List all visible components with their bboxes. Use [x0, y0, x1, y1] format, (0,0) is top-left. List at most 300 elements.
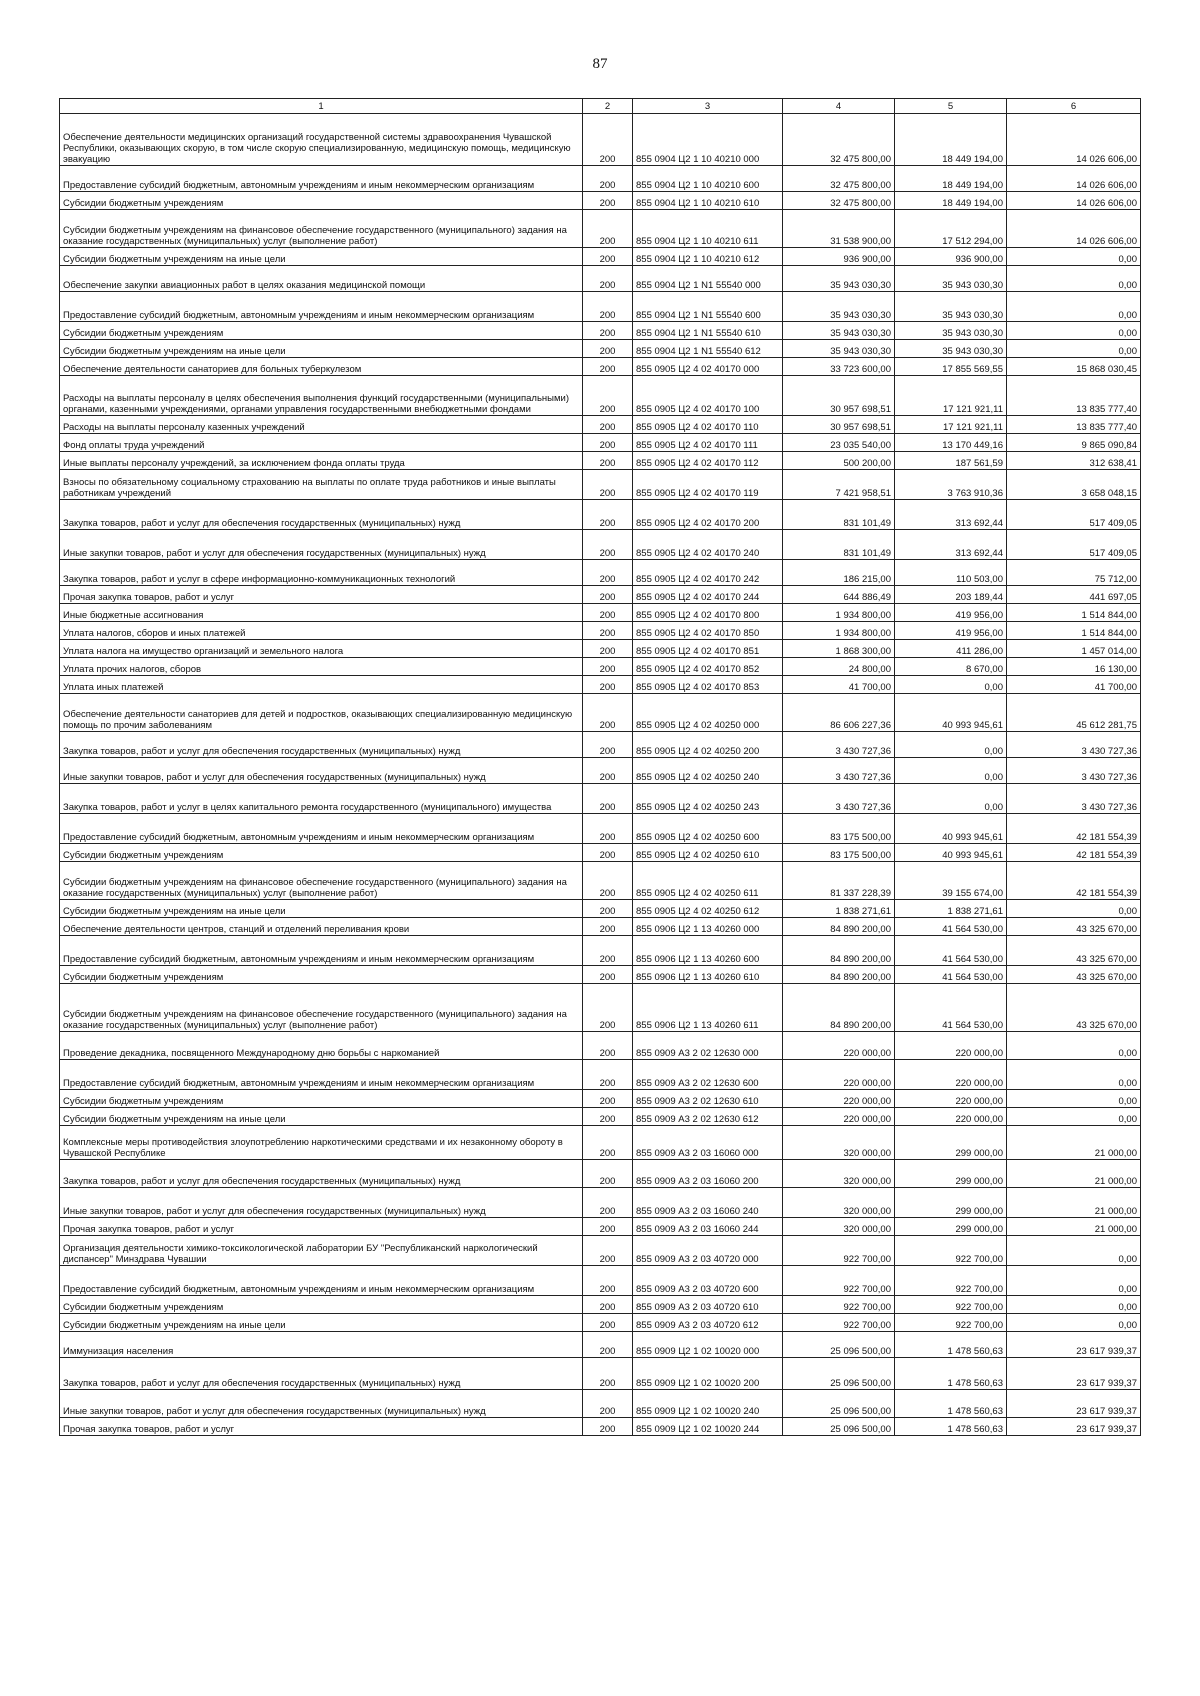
row-budget-classification: 855 0904 Ц2 1 10 40210 000: [633, 114, 783, 166]
row-amount-col5: 419 956,00: [895, 604, 1007, 622]
row-budget-classification: 855 0909 А3 2 02 12630 610: [633, 1090, 783, 1108]
row-amount-col6: 23 617 939,37: [1007, 1390, 1141, 1418]
row-description: Обеспечение деятельности медицинских организаций государственной системы здравоохранения Чувашской Республики, оказывающих скорую, в том числе скорую специализированную, медицинскую помощь, медицинскую эвакуацию: [60, 114, 583, 166]
row-amount-col5: 922 700,00: [895, 1236, 1007, 1266]
row-budget-classification: 855 0904 Ц2 1 N1 55540 610: [633, 322, 783, 340]
row-description: Расходы на выплаты персоналу в целях обеспечения выполнения функций государственными (муниципальными) органами, казенными учреждениями, органами управления государственными внебюджетными фондами: [60, 376, 583, 416]
row-description: Субсидии бюджетным учреждениям на иные цели: [60, 900, 583, 918]
row-budget-classification: 855 0909 Ц2 1 02 10020 244: [633, 1418, 783, 1436]
row-code: 200: [583, 732, 633, 758]
row-amount-col4: 220 000,00: [783, 1108, 895, 1126]
column-number: 1: [60, 99, 583, 114]
row-amount-col6: 16 130,00: [1007, 658, 1141, 676]
table-row: [60, 604, 1141, 622]
row-amount-col5: 313 692,44: [895, 500, 1007, 530]
row-description: Организация деятельности химико-токсикологической лаборатории БУ "Республиканский наркологический диспансер" Минздрава Чувашии: [60, 1236, 583, 1266]
row-code: 200: [583, 694, 633, 732]
row-amount-col6: 43 325 670,00: [1007, 984, 1141, 1032]
row-amount-col6: 14 026 606,00: [1007, 192, 1141, 210]
row-amount-col5: 35 943 030,30: [895, 266, 1007, 292]
row-description: Предоставление субсидий бюджетным, автономным учреждениям и иным некоммерческим организациям: [60, 1060, 583, 1090]
row-budget-classification: 855 0905 Ц2 4 02 40250 000: [633, 694, 783, 732]
row-amount-col4: 32 475 800,00: [783, 192, 895, 210]
row-budget-classification: 855 0909 Ц2 1 02 10020 000: [633, 1332, 783, 1358]
row-amount-col4: 23 035 540,00: [783, 434, 895, 452]
row-code: 200: [583, 844, 633, 862]
row-amount-col4: 31 538 900,00: [783, 210, 895, 248]
table-row: [60, 640, 1141, 658]
row-code: 200: [583, 1218, 633, 1236]
row-amount-col5: 35 943 030,30: [895, 340, 1007, 358]
row-amount-col6: 0,00: [1007, 292, 1141, 322]
row-description: Иные выплаты персоналу учреждений, за исключением фонда оплаты труда: [60, 452, 583, 470]
row-code: 200: [583, 1060, 633, 1090]
row-amount-col6: 3 430 727,36: [1007, 758, 1141, 784]
row-description: Закупка товаров, работ и услуг в целях капитального ремонта государственного (муниципального) имущества: [60, 784, 583, 814]
table-row: [60, 814, 1141, 844]
table-row: [60, 340, 1141, 358]
row-code: 200: [583, 1188, 633, 1218]
row-amount-col5: 299 000,00: [895, 1218, 1007, 1236]
row-code: 200: [583, 984, 633, 1032]
row-amount-col6: 0,00: [1007, 1032, 1141, 1060]
table-row: [60, 936, 1141, 966]
row-description: Субсидии бюджетным учреждениям на финансовое обеспечение государственного (муниципального) задания на оказание государственных (муниципальных) услуг (выполнение работ): [60, 984, 583, 1032]
row-amount-col6: 14 026 606,00: [1007, 210, 1141, 248]
table-row: [60, 530, 1141, 560]
row-amount-col6: 517 409,05: [1007, 500, 1141, 530]
row-amount-col6: 0,00: [1007, 1314, 1141, 1332]
row-amount-col5: 313 692,44: [895, 530, 1007, 560]
row-amount-col4: 922 700,00: [783, 1236, 895, 1266]
row-budget-classification: 855 0904 Ц2 1 10 40210 610: [633, 192, 783, 210]
row-code: 200: [583, 758, 633, 784]
row-budget-classification: 855 0905 Ц2 4 02 40250 600: [633, 814, 783, 844]
table-row: [60, 784, 1141, 814]
row-description: Предоставление субсидий бюджетным, автономным учреждениям и иным некоммерческим организациям: [60, 292, 583, 322]
row-amount-col5: 1 478 560,63: [895, 1418, 1007, 1436]
table-row: [60, 1296, 1141, 1314]
row-budget-classification: 855 0904 Ц2 1 N1 55540 000: [633, 266, 783, 292]
row-budget-classification: 855 0904 Ц2 1 10 40210 600: [633, 166, 783, 192]
row-description: Субсидии бюджетным учреждениям на иные цели: [60, 340, 583, 358]
row-amount-col4: 220 000,00: [783, 1090, 895, 1108]
row-amount-col4: 86 606 227,36: [783, 694, 895, 732]
row-amount-col6: 9 865 090,84: [1007, 434, 1141, 452]
table-row: [60, 1218, 1141, 1236]
row-budget-classification: 855 0905 Ц2 4 02 40250 611: [633, 862, 783, 900]
row-amount-col5: 40 993 945,61: [895, 694, 1007, 732]
table-row: [60, 900, 1141, 918]
row-budget-classification: 855 0905 Ц2 4 02 40250 612: [633, 900, 783, 918]
table-row: [60, 966, 1141, 984]
row-amount-col5: 35 943 030,30: [895, 322, 1007, 340]
row-description: Прочая закупка товаров, работ и услуг: [60, 1418, 583, 1436]
row-amount-col4: 32 475 800,00: [783, 166, 895, 192]
row-amount-col5: 39 155 674,00: [895, 862, 1007, 900]
row-amount-col5: 40 993 945,61: [895, 814, 1007, 844]
table-row: [60, 210, 1141, 248]
row-amount-col6: 75 712,00: [1007, 560, 1141, 586]
row-code: 200: [583, 966, 633, 984]
row-amount-col6: 42 181 554,39: [1007, 814, 1141, 844]
row-amount-col5: 1 478 560,63: [895, 1358, 1007, 1390]
table-row: [60, 1418, 1141, 1436]
row-description: Закупка товаров, работ и услуг в сфере информационно-коммуникационных технологий: [60, 560, 583, 586]
row-budget-classification: 855 0909 А3 2 02 12630 600: [633, 1060, 783, 1090]
row-description: Субсидии бюджетным учреждениям: [60, 192, 583, 210]
column-number: 2: [583, 99, 633, 114]
row-description: Закупка товаров, работ и услуг для обеспечения государственных (муниципальных) нужд: [60, 1358, 583, 1390]
row-description: Взносы по обязательному социальному страхованию на выплаты по оплате труда работников и иные выплаты работникам учреждений: [60, 470, 583, 500]
row-amount-col4: 84 890 200,00: [783, 918, 895, 936]
row-amount-col5: 922 700,00: [895, 1266, 1007, 1296]
row-amount-col4: 220 000,00: [783, 1032, 895, 1060]
row-code: 200: [583, 1296, 633, 1314]
row-amount-col4: 35 943 030,30: [783, 292, 895, 322]
row-amount-col5: 8 670,00: [895, 658, 1007, 676]
row-budget-classification: 855 0909 А3 2 03 16060 200: [633, 1160, 783, 1188]
row-amount-col6: 0,00: [1007, 340, 1141, 358]
row-code: 200: [583, 434, 633, 452]
row-code: 200: [583, 1418, 633, 1436]
row-amount-col4: 644 886,49: [783, 586, 895, 604]
table-row: [60, 758, 1141, 784]
row-description: Субсидии бюджетным учреждениям на иные цели: [60, 1108, 583, 1126]
row-code: 200: [583, 604, 633, 622]
row-budget-classification: 855 0905 Ц2 4 02 40170 850: [633, 622, 783, 640]
row-amount-col5: 18 449 194,00: [895, 114, 1007, 166]
row-amount-col5: 220 000,00: [895, 1060, 1007, 1090]
row-budget-classification: 855 0904 Ц2 1 N1 55540 600: [633, 292, 783, 322]
row-budget-classification: 855 0904 Ц2 1 N1 55540 612: [633, 340, 783, 358]
row-budget-classification: 855 0909 А3 2 03 16060 000: [633, 1126, 783, 1160]
table-row: [60, 1358, 1141, 1390]
row-amount-col6: 0,00: [1007, 1236, 1141, 1266]
row-amount-col6: 45 612 281,75: [1007, 694, 1141, 732]
table-row: [60, 560, 1141, 586]
row-amount-col6: 0,00: [1007, 1060, 1141, 1090]
row-budget-classification: 855 0909 А3 2 02 12630 000: [633, 1032, 783, 1060]
row-amount-col5: 18 449 194,00: [895, 192, 1007, 210]
row-description: Предоставление субсидий бюджетным, автономным учреждениям и иным некоммерческим организациям: [60, 814, 583, 844]
row-amount-col5: 922 700,00: [895, 1314, 1007, 1332]
row-budget-classification: 855 0909 А3 2 03 40720 000: [633, 1236, 783, 1266]
row-code: 200: [583, 530, 633, 560]
row-amount-col4: 25 096 500,00: [783, 1418, 895, 1436]
row-budget-classification: 855 0905 Ц2 4 02 40170 110: [633, 416, 783, 434]
row-code: 200: [583, 358, 633, 376]
row-amount-col5: 0,00: [895, 732, 1007, 758]
table-body: [60, 114, 1141, 1436]
row-code: 200: [583, 248, 633, 266]
table-row: [60, 416, 1141, 434]
row-amount-col4: 35 943 030,30: [783, 266, 895, 292]
row-amount-col6: 21 000,00: [1007, 1188, 1141, 1218]
row-amount-col6: 0,00: [1007, 1266, 1141, 1296]
row-code: 200: [583, 814, 633, 844]
row-amount-col4: 1 934 800,00: [783, 622, 895, 640]
row-amount-col5: 0,00: [895, 784, 1007, 814]
row-description: Иммунизация населения: [60, 1332, 583, 1358]
row-code: 200: [583, 1314, 633, 1332]
row-code: 200: [583, 322, 633, 340]
row-amount-col4: 1 838 271,61: [783, 900, 895, 918]
row-description: Закупка товаров, работ и услуг для обеспечения государственных (муниципальных) нужд: [60, 500, 583, 530]
row-amount-col5: 3 763 910,36: [895, 470, 1007, 500]
row-code: 200: [583, 340, 633, 358]
row-amount-col6: 3 430 727,36: [1007, 732, 1141, 758]
row-amount-col4: 83 175 500,00: [783, 814, 895, 844]
row-amount-col5: 299 000,00: [895, 1188, 1007, 1218]
row-description: Закупка товаров, работ и услуг для обеспечения государственных (муниципальных) нужд: [60, 732, 583, 758]
row-description: Иные закупки товаров, работ и услуг для обеспечения государственных (муниципальных) нужд: [60, 530, 583, 560]
row-amount-col6: 21 000,00: [1007, 1218, 1141, 1236]
row-code: 200: [583, 166, 633, 192]
row-amount-col4: 1 868 300,00: [783, 640, 895, 658]
row-amount-col4: 83 175 500,00: [783, 844, 895, 862]
row-amount-col4: 320 000,00: [783, 1126, 895, 1160]
row-amount-col5: 110 503,00: [895, 560, 1007, 586]
row-budget-classification: 855 0904 Ц2 1 10 40210 611: [633, 210, 783, 248]
row-description: Иные закупки товаров, работ и услуг для обеспечения государственных (муниципальных) нужд: [60, 1390, 583, 1418]
row-budget-classification: 855 0905 Ц2 4 02 40170 800: [633, 604, 783, 622]
table-row: [60, 1060, 1141, 1090]
row-budget-classification: 855 0905 Ц2 4 02 40250 200: [633, 732, 783, 758]
row-amount-col5: 13 170 449,16: [895, 434, 1007, 452]
row-amount-col5: 35 943 030,30: [895, 292, 1007, 322]
table-row: [60, 1266, 1141, 1296]
row-budget-classification: 855 0909 Ц2 1 02 10020 240: [633, 1390, 783, 1418]
row-amount-col5: 1 478 560,63: [895, 1390, 1007, 1418]
row-amount-col4: 7 421 958,51: [783, 470, 895, 500]
row-description: Предоставление субсидий бюджетным, автономным учреждениям и иным некоммерческим организациям: [60, 1266, 583, 1296]
table-row: [60, 622, 1141, 640]
row-code: 200: [583, 640, 633, 658]
row-description: Субсидии бюджетным учреждениям на иные цели: [60, 248, 583, 266]
row-amount-col4: 3 430 727,36: [783, 758, 895, 784]
row-description: Субсидии бюджетным учреждениям: [60, 1090, 583, 1108]
row-amount-col5: 936 900,00: [895, 248, 1007, 266]
row-amount-col4: 936 900,00: [783, 248, 895, 266]
row-budget-classification: 855 0909 А3 2 03 40720 610: [633, 1296, 783, 1314]
table-row: [60, 844, 1141, 862]
table-row: [60, 1126, 1141, 1160]
row-description: Предоставление субсидий бюджетным, автономным учреждениям и иным некоммерческим организациям: [60, 166, 583, 192]
row-amount-col4: 500 200,00: [783, 452, 895, 470]
row-budget-classification: 855 0905 Ц2 4 02 40170 111: [633, 434, 783, 452]
row-amount-col4: 922 700,00: [783, 1296, 895, 1314]
row-amount-col6: 0,00: [1007, 1108, 1141, 1126]
table-row: [60, 1090, 1141, 1108]
row-amount-col6: 42 181 554,39: [1007, 862, 1141, 900]
row-amount-col4: 25 096 500,00: [783, 1332, 895, 1358]
row-description: Уплата иных платежей: [60, 676, 583, 694]
row-code: 200: [583, 1358, 633, 1390]
column-number-row: [60, 99, 1141, 114]
row-amount-col4: 35 943 030,30: [783, 322, 895, 340]
column-number: 5: [895, 99, 1007, 114]
page-number: 87: [592, 56, 608, 72]
row-code: 200: [583, 586, 633, 604]
row-code: 200: [583, 784, 633, 814]
table-row: [60, 694, 1141, 732]
row-amount-col6: 41 700,00: [1007, 676, 1141, 694]
row-amount-col6: 3 430 727,36: [1007, 784, 1141, 814]
table-row: [60, 470, 1141, 500]
budget-table: [59, 98, 1141, 1436]
table-row: [60, 376, 1141, 416]
row-description: Обеспечение деятельности санаториев для больных туберкулезом: [60, 358, 583, 376]
row-amount-col5: 41 564 530,00: [895, 936, 1007, 966]
row-description: Уплата налогов, сборов и иных платежей: [60, 622, 583, 640]
row-code: 200: [583, 452, 633, 470]
row-amount-col4: 24 800,00: [783, 658, 895, 676]
row-amount-col6: 13 835 777,40: [1007, 376, 1141, 416]
row-code: 200: [583, 676, 633, 694]
row-budget-classification: 855 0906 Ц2 1 13 40260 610: [633, 966, 783, 984]
row-amount-col6: 43 325 670,00: [1007, 966, 1141, 984]
row-description: Обеспечение деятельности центров, станций и отделений переливания крови: [60, 918, 583, 936]
row-amount-col6: 517 409,05: [1007, 530, 1141, 560]
row-amount-col4: 3 430 727,36: [783, 784, 895, 814]
table-row: [60, 658, 1141, 676]
row-description: Фонд оплаты труда учреждений: [60, 434, 583, 452]
row-amount-col4: 320 000,00: [783, 1188, 895, 1218]
row-budget-classification: 855 0909 А3 2 02 12630 612: [633, 1108, 783, 1126]
row-budget-classification: 855 0905 Ц2 4 02 40170 851: [633, 640, 783, 658]
row-description: Субсидии бюджетным учреждениям: [60, 1296, 583, 1314]
row-code: 200: [583, 1332, 633, 1358]
row-budget-classification: 855 0909 А3 2 03 40720 612: [633, 1314, 783, 1332]
table-row: [60, 676, 1141, 694]
row-amount-col4: 3 430 727,36: [783, 732, 895, 758]
row-amount-col6: 1 457 014,00: [1007, 640, 1141, 658]
row-amount-col6: 23 617 939,37: [1007, 1358, 1141, 1390]
row-amount-col6: 0,00: [1007, 248, 1141, 266]
row-amount-col5: 41 564 530,00: [895, 984, 1007, 1032]
row-budget-classification: 855 0905 Ц2 4 02 40170 852: [633, 658, 783, 676]
row-amount-col5: 203 189,44: [895, 586, 1007, 604]
row-amount-col5: 0,00: [895, 676, 1007, 694]
column-number: 6: [1007, 99, 1141, 114]
table-row: [60, 166, 1141, 192]
row-budget-classification: 855 0906 Ц2 1 13 40260 000: [633, 918, 783, 936]
row-amount-col5: 220 000,00: [895, 1032, 1007, 1060]
row-amount-col6: 21 000,00: [1007, 1126, 1141, 1160]
row-description: Комплексные меры противодействия злоупотреблению наркотическими средствами и их незаконному обороту в Чувашской Республике: [60, 1126, 583, 1160]
row-code: 200: [583, 376, 633, 416]
table-row: [60, 192, 1141, 210]
row-amount-col4: 1 934 800,00: [783, 604, 895, 622]
table-row: [60, 732, 1141, 758]
column-number: 4: [783, 99, 895, 114]
table-row: [60, 1390, 1141, 1418]
table-row: [60, 266, 1141, 292]
row-budget-classification: 855 0905 Ц2 4 02 40170 200: [633, 500, 783, 530]
row-amount-col5: 0,00: [895, 758, 1007, 784]
row-description: Субсидии бюджетным учреждениям: [60, 844, 583, 862]
row-amount-col4: 831 101,49: [783, 500, 895, 530]
row-budget-classification: 855 0905 Ц2 4 02 40170 240: [633, 530, 783, 560]
row-amount-col6: 23 617 939,37: [1007, 1332, 1141, 1358]
row-code: 200: [583, 1390, 633, 1418]
row-amount-col4: 831 101,49: [783, 530, 895, 560]
row-amount-col5: 17 121 921,11: [895, 376, 1007, 416]
row-code: 200: [583, 560, 633, 586]
row-amount-col5: 18 449 194,00: [895, 166, 1007, 192]
row-budget-classification: 855 0905 Ц2 4 02 40170 244: [633, 586, 783, 604]
row-budget-classification: 855 0904 Ц2 1 10 40210 612: [633, 248, 783, 266]
table-row: [60, 292, 1141, 322]
table-row: [60, 918, 1141, 936]
row-budget-classification: 855 0905 Ц2 4 02 40250 240: [633, 758, 783, 784]
row-amount-col5: 41 564 530,00: [895, 966, 1007, 984]
row-amount-col6: 42 181 554,39: [1007, 844, 1141, 862]
row-amount-col6: 14 026 606,00: [1007, 166, 1141, 192]
row-amount-col5: 411 286,00: [895, 640, 1007, 658]
table-row: [60, 1314, 1141, 1332]
row-amount-col6: 0,00: [1007, 1090, 1141, 1108]
row-amount-col6: 0,00: [1007, 1296, 1141, 1314]
row-description: Закупка товаров, работ и услуг для обеспечения государственных (муниципальных) нужд: [60, 1160, 583, 1188]
table-row: [60, 434, 1141, 452]
row-amount-col4: 84 890 200,00: [783, 984, 895, 1032]
table-row: [60, 500, 1141, 530]
row-amount-col4: 922 700,00: [783, 1314, 895, 1332]
row-code: 200: [583, 1090, 633, 1108]
row-budget-classification: 855 0906 Ц2 1 13 40260 600: [633, 936, 783, 966]
row-amount-col4: 84 890 200,00: [783, 966, 895, 984]
row-amount-col5: 1 838 271,61: [895, 900, 1007, 918]
row-amount-col4: 33 723 600,00: [783, 358, 895, 376]
row-amount-col6: 0,00: [1007, 900, 1141, 918]
row-description: Предоставление субсидий бюджетным, автономным учреждениям и иным некоммерческим организациям: [60, 936, 583, 966]
row-amount-col5: 922 700,00: [895, 1296, 1007, 1314]
table-row: [60, 984, 1141, 1032]
row-amount-col6: 0,00: [1007, 266, 1141, 292]
row-description: Иные закупки товаров, работ и услуг для обеспечения государственных (муниципальных) нужд: [60, 1188, 583, 1218]
row-code: 200: [583, 658, 633, 676]
row-amount-col4: 30 957 698,51: [783, 416, 895, 434]
row-description: Иные бюджетные ассигнования: [60, 604, 583, 622]
row-amount-col6: 23 617 939,37: [1007, 1418, 1141, 1436]
row-amount-col5: 299 000,00: [895, 1160, 1007, 1188]
row-amount-col6: 1 514 844,00: [1007, 622, 1141, 640]
row-amount-col5: 187 561,59: [895, 452, 1007, 470]
row-description: Субсидии бюджетным учреждениям на финансовое обеспечение государственного (муниципального) задания на оказание государственных (муниципальных) услуг (выполнение работ): [60, 210, 583, 248]
table-row: [60, 1108, 1141, 1126]
row-description: Уплата прочих налогов, сборов: [60, 658, 583, 676]
row-budget-classification: 855 0905 Ц2 4 02 40170 853: [633, 676, 783, 694]
row-code: 200: [583, 1266, 633, 1296]
row-budget-classification: 855 0905 Ц2 4 02 40170 112: [633, 452, 783, 470]
table-row: [60, 248, 1141, 266]
row-amount-col5: 220 000,00: [895, 1090, 1007, 1108]
table-row: [60, 1188, 1141, 1218]
row-amount-col5: 40 993 945,61: [895, 844, 1007, 862]
row-code: 200: [583, 918, 633, 936]
row-amount-col5: 299 000,00: [895, 1126, 1007, 1160]
row-code: 200: [583, 470, 633, 500]
row-amount-col5: 17 855 569,55: [895, 358, 1007, 376]
row-amount-col4: 320 000,00: [783, 1218, 895, 1236]
row-budget-classification: 855 0909 Ц2 1 02 10020 200: [633, 1358, 783, 1390]
row-amount-col4: 922 700,00: [783, 1266, 895, 1296]
row-budget-classification: 855 0909 А3 2 03 16060 244: [633, 1218, 783, 1236]
row-amount-col6: 13 835 777,40: [1007, 416, 1141, 434]
row-amount-col5: 1 478 560,63: [895, 1332, 1007, 1358]
